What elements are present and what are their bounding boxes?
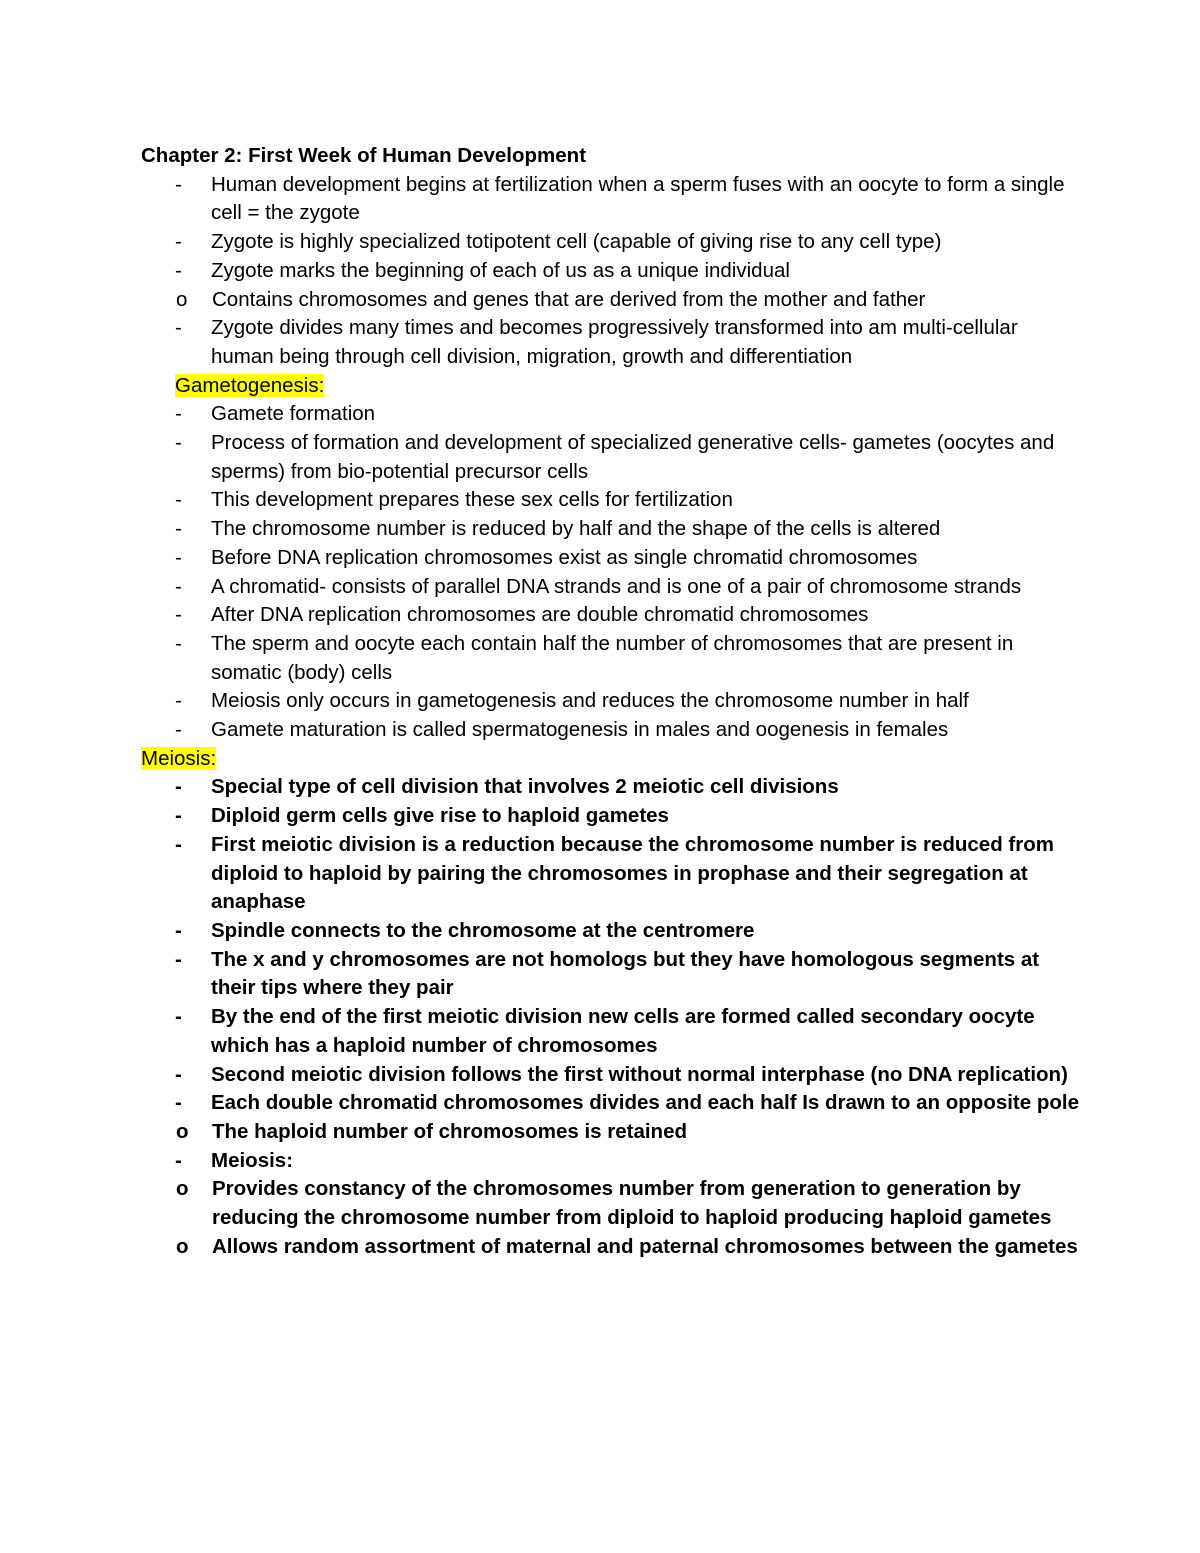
highlighted-heading-text: Gametogenesis: (175, 373, 325, 397)
list-item: - Spindle connects to the chromosome at the centromere (141, 917, 1081, 946)
sub-list-item: o Provides constancy of the chromosomes number from generation to generation by reducing the chromosome number from diploid to haploid producing haploid gametes (141, 1175, 1081, 1232)
list-item: - First meiotic division is a reduction because the chromosome number is reduced from diploid to haploid by pairing the chromosomes in prophase and their segregation at anaphase (141, 831, 1081, 917)
sub-list-item: o Allows random assortment of maternal and paternal chromosomes between the gametes (141, 1233, 1081, 1262)
list-item: - This development prepares these sex cells for fertilization (141, 486, 1081, 515)
highlighted-heading-text: Meiosis: (141, 746, 217, 770)
list-item: - A chromatid- consists of parallel DNA strands and is one of a pair of chromosome strands (141, 573, 1081, 602)
list-item: - After DNA replication chromosomes are double chromatid chromosomes (141, 601, 1081, 630)
list-item-text: Each double chromatid chromosomes divides and each half Is drawn to an opposite pole (211, 1091, 1079, 1115)
section-heading-gametogenesis (175, 372, 1081, 401)
list-item: - Human development begins at fertilization when a sperm fuses with an oocyte to form a single cell = the zygote (141, 171, 1081, 228)
list-item: - Before DNA replication chromosomes exist as single chromatid chromosomes (141, 544, 1081, 573)
list-item: - Diploid germ cells give rise to haploid gametes (141, 802, 1081, 831)
page-title: Chapter 2: First Week of Human Development (141, 144, 587, 167)
sub-list (141, 1118, 1081, 1147)
sub-list-item: o Contains chromosomes and genes that are derived from the mother and father (141, 286, 1081, 315)
list-item: - By the end of the first meiotic division new cells are formed called secondary oocyte which has a haploid number of chromosomes (141, 1003, 1081, 1060)
sub-list (141, 286, 1081, 315)
list-item: - Zygote is highly specialized totipotent cell (capable of giving rise to any cell type) (141, 228, 1081, 257)
list-item: - Special type of cell division that involves 2 meiotic cell divisions (141, 773, 1081, 802)
list-item-text: Meiosis: (211, 1148, 294, 1172)
list-item (141, 1089, 1081, 1146)
meiosis-list (141, 773, 1081, 1261)
list-item: - Zygote divides many times and becomes progressively transformed into am multi-cellular human being through cell division, migration, growth and differentiation (141, 314, 1081, 371)
meiosis-section (141, 773, 1081, 1261)
intro-list (141, 171, 1081, 372)
list-item: - Gamete formation (141, 400, 1081, 429)
list-item: - Second meiotic division follows the first without normal interphase (no DNA replication) (141, 1061, 1081, 1090)
sub-list-item: o The haploid number of chromosomes is retained (141, 1118, 1081, 1147)
list-item: - Gamete maturation is called spermatogenesis in males and oogenesis in females (141, 716, 1081, 745)
gametogenesis-list (141, 400, 1081, 744)
list-item: - Meiosis only occurs in gametogenesis and reduces the chromosome number in half (141, 687, 1081, 716)
section-heading-meiosis (141, 745, 1081, 774)
list-item: - The chromosome number is reduced by half and the shape of the cells is altered (141, 515, 1081, 544)
document-content (141, 142, 1081, 1261)
list-item (141, 1147, 1081, 1262)
list-item: - The x and y chromosomes are not homologs but they have homologous segments at their tips where they pair (141, 946, 1081, 1003)
list-item: - The sperm and oocyte each contain half the number of chromosomes that are present in somatic (body) cells (141, 630, 1081, 687)
list-item-text: Zygote marks the beginning of each of us as a unique individual (211, 258, 790, 282)
list-item: - Process of formation and development of specialized generative cells- gametes (oocytes and sperms) from bio-potential precursor cells (141, 429, 1081, 486)
list-item (141, 257, 1081, 314)
sub-list (141, 1175, 1081, 1261)
